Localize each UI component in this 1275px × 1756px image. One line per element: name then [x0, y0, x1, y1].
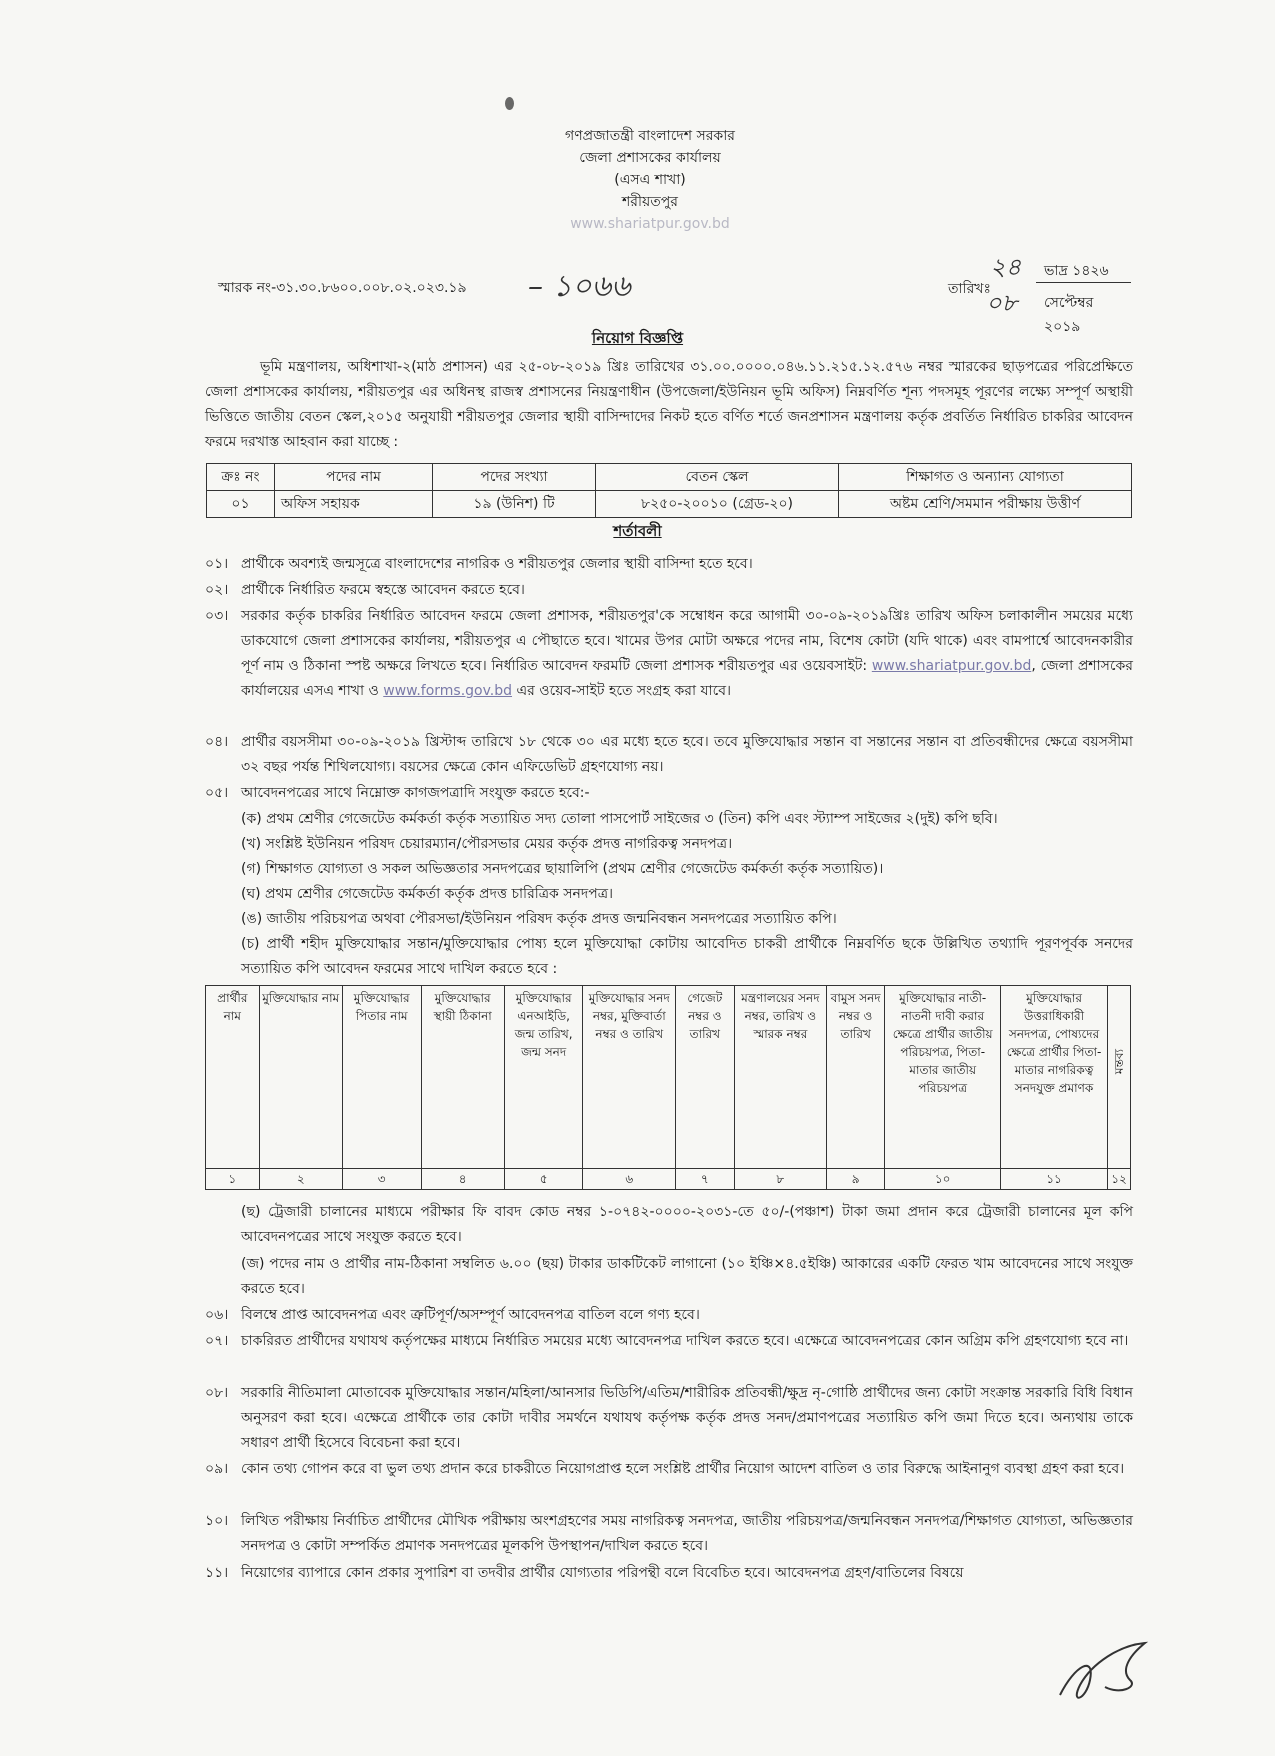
condition-number: ০১। — [205, 556, 229, 572]
post-header-qualification: শিক্ষাগত ও অন্যান্য যোগ্যতা — [839, 464, 1132, 491]
date-day-english: ০৮ — [986, 289, 1018, 317]
signature-mark — [1050, 1625, 1160, 1715]
condition-number: ১১। — [205, 1565, 229, 1581]
condition-05-uma: (ঙ) জাতীয় পরিচয়পত্র অথবা পৌরসভা/ইউনিয়ন পরিষদ কর্তৃক প্রদত্ত জন্মনিবন্ধন সনদপত্রের সত্যায়িত কপি। — [241, 911, 837, 927]
post-header-scale: বেতন স্কেল — [596, 464, 839, 491]
office-header — [480, 125, 820, 235]
forms-website-link[interactable]: www.forms.gov.bd — [383, 683, 513, 699]
ff-header-cell: মুক্তিযোদ্ধার এনআইডি, জন্ম তারিখ, জন্ম সনদ — [504, 986, 583, 1169]
ff-header-cell: প্রার্থীর নাম — [206, 986, 260, 1169]
condition-05-ka: (ক) প্রথম শ্রেণীর গেজেটেড কর্মকর্তা কর্তৃক সত্যায়িত সদ্য তোলা পাসপোর্ট সাইজের ৩ (তিন) কপি এবং স্ট্যাম্প সাইজের ২(দুই) কপি ছবি। — [241, 811, 998, 827]
condition-05-cha: (চ) প্রার্থী শহীদ মুক্তিযোদ্ধার সন্তান/মুক্তিযোদ্ধার পোষ্য হলে মুক্তিযোদ্ধা কোটায় আবেদিত চাকরী প্রার্থীকে নিম্নবর্ণিত ছকে উল্লিখিত তথ্যাদি পূরণপূর্বক সনদের সত্যায়িত কপি আবেদন ফরমের সাথে দাখিল করতে হবে : — [241, 936, 1133, 977]
notice-title: নিয়োগ বিজ্ঞপ্তি — [591, 329, 684, 347]
memo-number: স্মারক নং-৩১.৩০.৮৬০০.০০৮.০২.০২৩.১৯ — [218, 280, 467, 296]
ff-table-header — [206, 986, 1131, 1169]
post-table — [206, 463, 1132, 518]
ff-col-number: ৮ — [734, 1169, 826, 1190]
memo-handwritten-number: – ১০৬৬ — [528, 269, 631, 304]
condition-11 — [205, 1561, 1133, 1586]
header-office: জেলা প্রশাসকের কার্যালয় — [579, 150, 721, 166]
ff-header-cell: বামুস সনদ নম্বর ও তারিখ — [827, 986, 885, 1169]
condition-03-text-a: সরকার কর্তৃক চাকরির নির্ধারিত আবেদন ফরমে জেলা প্রশাসক, শরীয়তপুর'কে সম্বোধন করে আগামী ৩০-০৯-২০১৯খ্রিঃ তারিখ অফিস চলাকালীন সময়ের মধ্যে ডাকযোগে জেলা প্রশাসকের কার্যালয়, শরীয়তপুর এ পৌছাতে হবে। খামের উপর মোটা অক্ষরে পদের নাম, বিশেষ কোটা (যদি থাকে) এবং বামপার্শ্বে আবেদনকারীর পূর্ণ নাম ও ঠিকানা স্পষ্ট অক্ষরে লিখতে হবে। নির্ধারিত আবেদন ফরমটি জেলা প্রশাসক শরীয়তপুর এর ওয়েবসাইট: — [241, 608, 1133, 674]
ff-col-number: ১০ — [885, 1169, 1001, 1190]
ff-header-cell: মুক্তিযোদ্ধার নাতী-নাতনী দাবী করার ক্ষেত্রে প্রার্থীর জাতীয় পরিচয়পত্র, পিতা-মাতার জাতীয় পরিচয়পত্র — [885, 986, 1001, 1169]
condition-10 — [205, 1509, 1133, 1559]
condition-05-gha: (ঘ) প্রথম শ্রেণীর গেজেটেড কর্মকর্তা কর্তৃক প্রদত্ত চারিত্রিক সনদপত্র। — [241, 886, 614, 902]
post-cell-serial: ০১ — [207, 491, 275, 518]
condition-03-text-c: এর ওয়েব-সাইট হতে সংগ্রহ করা যাবে। — [516, 683, 732, 699]
condition-number: ০৮। — [205, 1385, 229, 1401]
post-header-count: পদের সংখ্যা — [433, 464, 596, 491]
ff-header-cell: মুক্তিযোদ্ধার পিতার নাম — [342, 986, 421, 1169]
ff-col-number: ৫ — [504, 1169, 583, 1190]
post-header-serial: ক্রঃ নং — [207, 464, 275, 491]
date-month-english: সেপ্টেম্বর ২০১৯ — [1044, 295, 1094, 335]
condition-05-ja: (জ) পদের নাম ও প্রার্থীর নাম-ঠিকানা সম্বলিত ৬.০০ (ছয়) টাকার ডাকটিকেট লাগানো (১০ ইঞ্চি×৪.৫ইঞ্চি) আকারের একটি ফেরত খাম আবেদনের সাথে সংযুক্ত করতে হবে। — [241, 1256, 1133, 1297]
ff-header-cell: গেজেট নম্বর ও তারিখ — [676, 986, 735, 1169]
condition-05 — [205, 781, 1133, 806]
ff-col-number: ৩ — [342, 1169, 421, 1190]
condition-number: ০৭। — [205, 1333, 229, 1349]
post-cell-qualification: অষ্টম শ্রেণি/সমমান পরীক্ষায় উত্তীর্ণ — [839, 491, 1132, 518]
intro-paragraph: ভূমি মন্ত্রণালয়, অধিশাখা-২(মাঠ প্রশাসন) এর ২৫-০৮-২০১৯ খ্রিঃ তারিখের ৩১.০০.০০০০.০৪৬.১১.২১৫.১২.৫৭৬ নম্বর স্মারকের ছাড়পত্রের পরিপ্রেক্ষিতে জেলা প্রশাসকের কার্যালয়, শরীয়তপুর এর অধিনস্থ রাজস্ব প্রশাসনের নিয়ন্ত্রণাধীন (উপজেলা/ইউনিয়ন ভূমি অফিস) নিম্নবর্ণিত শূন্য পদসমূহ পূরণের লক্ষ্যে সম্পূর্ণ অস্থায়ী ভিত্তিতে জাতীয় বেতন স্কেল,২০১৫ অনুযায়ী শরীয়তপুর জেলার স্থায়ী বাসিন্দাদের নিকট হতে বর্ণিত শর্তে জনপ্রশাসন মন্ত্রণালয় কর্তৃক প্রবর্তিত নির্ধারিত চাকরির আবেদন ফরমে দরখাস্ত আহবান করা যাচ্ছে : — [205, 359, 1133, 450]
ff-col-number: ২ — [259, 1169, 342, 1190]
post-table-row — [207, 491, 1132, 518]
ff-col-number: ১ — [206, 1169, 260, 1190]
condition-08 — [205, 1381, 1133, 1456]
ff-header-cell: মুক্তিযোদ্ধার নাম — [259, 986, 342, 1169]
post-cell-name: অফিস সহায়ক — [275, 491, 433, 518]
condition-text: কোন তথ্য গোপন করে বা ভুল তথ্য প্রদান করে চাকরীতে নিয়োগপ্রাপ্ত হলে সংশ্লিষ্ট প্রার্থীর নিয়োগ আদেশ বাতিল ও তার বিরুদ্ধে আইনানুগ ব্যবস্থা গ্রহণ করা হবে। — [241, 1461, 1125, 1477]
header-government: গণপ্রজাতন্ত্রী বাংলাদেশ সরকার — [565, 128, 735, 144]
post-cell-scale: ৮২৫০-২০০১০ (গ্রেড-২০) — [596, 491, 839, 518]
condition-number: ০২। — [205, 582, 229, 598]
ff-col-number: ১১ — [1001, 1169, 1108, 1190]
condition-text: প্রার্থীকে অবশ্যই জন্মসূত্রে বাংলাদেশের নাগরিক ও শরীয়তপুর জেলার স্থায়ী বাসিন্দা হতে হবে। — [241, 556, 753, 572]
post-header-name: পদের নাম — [275, 464, 433, 491]
date-divider — [1036, 282, 1131, 283]
ff-col-number: ৭ — [676, 1169, 735, 1190]
condition-text: বিলম্বে প্রাপ্ত আবেদনপত্র এবং ত্রুটিপূর্ণ/অসম্পূর্ণ আবেদনপত্র বাতিল বলে গণ্য হবে। — [241, 1307, 700, 1323]
condition-05-chha: (ছ) ট্রেজারী চালানের মাধ্যমে পরীক্ষার ফি বাবদ কোড নম্বর ১-০৭৪২-০০০০-২০৩১-তে ৫০/-(পঞ্চাশ) টাকা জমা প্রদান করে ট্রেজারী চালানের মূল কপি আবেদনপত্রের সাথে সংযুক্ত করতে হবে। — [241, 1204, 1133, 1245]
condition-text: প্রার্থীর বয়সসীমা ৩০-০৯-২০১৯ খ্রিস্টাব্দ তারিখে ১৮ থেকে ৩০ এর মধ্যে হতে হবে। তবে মুক্তিযোদ্ধার সন্তান বা সন্তানের সন্তান বা প্রতিবন্ধীদের ক্ষেত্রে বয়সসীমা ৩২ বছর পর্যন্ত শিথিলযোগ্য। বয়সের ক্ষেত্রে কোন এফিডেভিট গ্রহণযোগ্য নয়। — [241, 734, 1133, 775]
ff-col-number: ৬ — [583, 1169, 676, 1190]
date-label: তারিখঃ — [948, 281, 991, 297]
condition-number: ০৩। — [205, 608, 229, 624]
condition-number: ০৯। — [205, 1461, 229, 1477]
condition-text: আবেদনপত্রের সাথে নিম্নোক্ত কাগজপত্রাদি সংযুক্ত করতে হবে:- — [241, 785, 590, 801]
condition-07 — [205, 1329, 1133, 1379]
ff-header-cell-remarks — [1108, 986, 1131, 1169]
ff-header-cell: মন্ত্রণালয়ের সনদ নম্বর, তারিখ ও স্মারক নম্বর — [734, 986, 826, 1169]
date-block — [948, 253, 1128, 335]
ff-table-numbers — [206, 1169, 1131, 1190]
header-district: শরীয়তপুর — [622, 194, 678, 210]
condition-number: ০৫। — [205, 785, 229, 801]
shariatpur-website-link[interactable]: www.shariatpur.gov.bd — [871, 658, 1032, 674]
header-website: www.shariatpur.gov.bd — [570, 216, 730, 232]
condition-number: ০৪। — [205, 734, 229, 750]
condition-01 — [205, 552, 1133, 577]
condition-text: লিখিত পরীক্ষায় নির্বাচিত প্রার্থীদের মৌখিক পরীক্ষায় অংশগ্রহণের সময় নাগরিকত্ব সনদপত্র, জাতীয় পরিচয়পত্র/জন্মনিবন্ধন সনদপত্র/শিক্ষাগত যোগ্যতা, অভিজ্ঞতার সনদপত্র ও কোটা সম্পর্কিত প্রমাণক সনদপত্রের মূলকপি উপস্থাপন/দাখিল করতে হবে। — [241, 1513, 1133, 1554]
condition-09 — [205, 1457, 1133, 1507]
condition-04 — [205, 730, 1133, 780]
ff-header-cell: মুক্তিযোদ্ধার সনদ নম্বর, মুক্তিবার্তা নম্বর ও তারিখ — [583, 986, 676, 1169]
post-table-header — [207, 464, 1132, 491]
scan-speck — [505, 97, 514, 110]
ff-header-remarks: মন্তব্য — [1112, 1049, 1126, 1075]
ff-col-number: ৯ — [827, 1169, 885, 1190]
condition-06 — [205, 1303, 1133, 1328]
condition-text: চাকরিরত প্রার্থীদের যথাযথ কর্তৃপক্ষের মাধ্যমে নির্ধারিত সময়ের মধ্যে আবেদনপত্র দাখিল করতে হবে। এক্ষেত্রে আবেদনপত্রের কোন অগ্রিম কপি গ্রহণযোগ্য হবে না। — [241, 1333, 1129, 1349]
ff-header-cell: মুক্তিযোদ্ধার স্থায়ী ঠিকানা — [421, 986, 504, 1169]
condition-05-kha: (খ) সংশ্লিষ্ট ইউনিয়ন পরিষদ চেয়ারম্যান/পৌরসভার মেয়র কর্তৃক প্রদত্ত নাগরিকত্ব সনদপত্র। — [241, 836, 733, 852]
conditions-title: শর্তাবলী — [613, 522, 662, 540]
condition-05-ga: (গ) শিক্ষাগত যোগ্যতা ও সকল অভিজ্ঞতার সনদপত্রের ছায়ালিপি (প্রথম শ্রেণীর গেজেটেড কর্মকর্তা কর্তৃক সত্যায়িত)। — [241, 861, 884, 877]
ff-col-number: ১২ — [1108, 1169, 1131, 1190]
header-branch: (এসএ শাখা) — [614, 172, 686, 188]
condition-number: ০৬। — [205, 1307, 229, 1323]
post-cell-count: ১৯ (উনিশ) টি — [433, 491, 596, 518]
condition-02 — [205, 578, 1133, 603]
date-day-bangla: ২৪ — [990, 253, 1022, 281]
condition-text: প্রার্থীকে নির্ধারিত ফরমে স্বহস্তে আবেদন করতে হবে। — [241, 582, 525, 598]
condition-text: নিয়োগের ব্যাপারে কোন প্রকার সুপারিশ বা তদবীর প্রার্থীর যোগ্যতার পরিপন্থী বলে বিবেচিত হবে। আবেদনপত্র গ্রহণ/বাতিলের বিষয়ে — [241, 1565, 964, 1581]
condition-text: সরকারি নীতিমালা মোতাবেক মুক্তিযোদ্ধার সন্তান/মহিলা/আনসার ভিডিপি/এতিম/শারীরিক প্রতিবন্ধী/ক্ষুদ্র নৃ-গোষ্ঠি প্রার্থীদের জন্য কোটা সংক্রান্ত সরকারি বিধি বিধান অনুসরণ করা হবে। এক্ষেত্রে প্রার্থীকে তার কোটা দাবীর সমর্থনে যথাযথ কর্তৃপক্ষ কর্তৃক প্রদত্ত সনদ/প্রমাণপত্রের সত্যায়িত কপি জমা দিতে হবে। অন্যথায় তাকে সধারণ প্রার্থী হিসেবে বিবেচনা করা হবে। — [241, 1385, 1133, 1451]
date-month-bangla: ভাদ্র ১৪২৬ — [1044, 263, 1109, 279]
condition-number: ১০। — [205, 1513, 229, 1529]
ff-col-number: ৪ — [421, 1169, 504, 1190]
condition-03 — [205, 604, 1133, 729]
condition-text — [241, 604, 1133, 704]
freedom-fighter-table — [205, 985, 1131, 1190]
ff-header-cell: মুক্তিযোদ্ধার উত্তরাধিকারী সনদপত্র, পোষ্যদের ক্ষেত্রে প্রার্থীর পিতা-মাতার নাগরিকত্ব সনদযুক্ত প্রমাণক — [1001, 986, 1108, 1169]
condition-03-text-b: , জেলা প্রশাসকের কার্যালয়ের এসএ শাখা ও — [241, 658, 1133, 699]
